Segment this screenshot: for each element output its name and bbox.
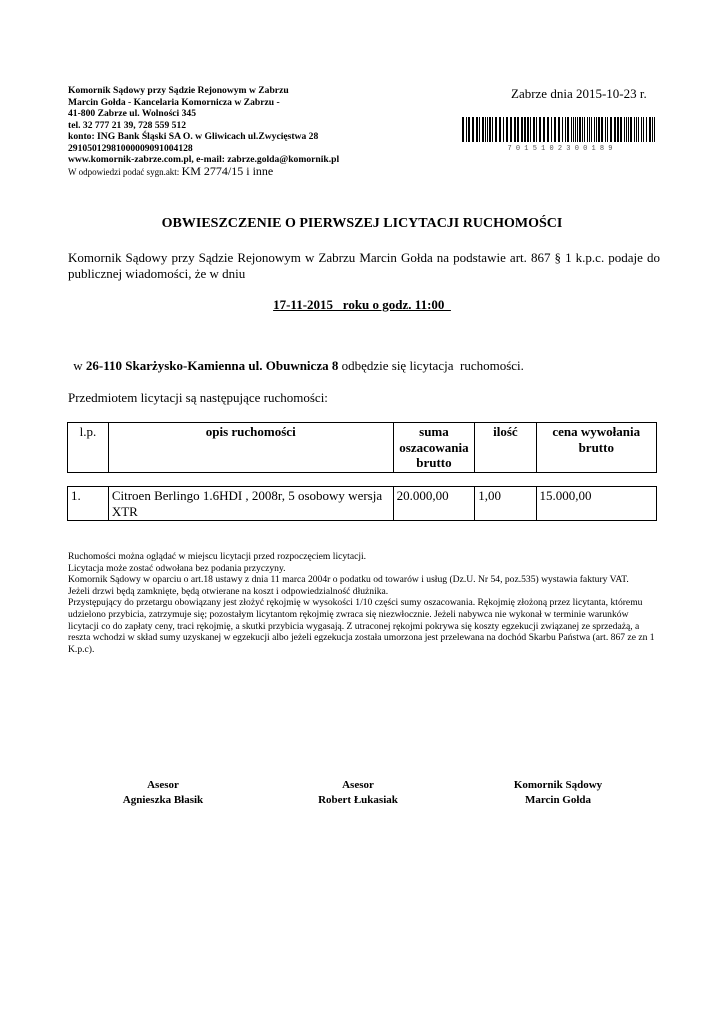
barcode-bar: [554, 117, 556, 142]
barcode-bar: [573, 117, 574, 142]
items-table-header: [67, 422, 657, 473]
barcode-bar: [641, 117, 642, 142]
cell-sum: 20.000,00: [393, 487, 475, 521]
barcode-bar: [646, 117, 647, 142]
subject-text: Przedmiotem licytacji są następujące ruchomości:: [68, 390, 328, 405]
barcode-bar: [607, 117, 608, 142]
barcode-bar: [536, 117, 537, 142]
note-line: Przystępujący do przetargu obowiązany jest złożyć rękojmię w wysokości 1/10 części sumy oszacowania. Rękojmię złożoną przez licytanta, któremu udzielono przybicia, zatrzymuje się; pozostałym licytantom rękojmię zwraca się niezwłocznie. Jeżeli nabywca nie wykonał w terminie warunków licytacji co do zapłaty ceny, traci rękojmię, a skutki przybicia wygasają. Z utraconej rękojmi pokrywa się koszty egzekucji związanej ze sprzedażą, a reszta wchodzi w skład sumy uzyskanej w egzekucji albo jeżeli egzekucja została umorzona jest przelewana na dochód Skarbu Państwa (art. 867 ze zn 1 K.p.c).: [68, 597, 655, 655]
barcode-bar: [610, 117, 612, 142]
location-suffix: odbędzie się licytacja ruchomości.: [338, 358, 524, 373]
note-line: Komornik Sądowy w oparciu o art.18 ustawy z dnia 11 marca 2004r o podatku od towarów i usług (Dz.U. Nr 54, poz.535) wystawia faktury VAT.: [68, 574, 629, 586]
barcode-bar: [524, 117, 526, 142]
barcode-bar: [643, 117, 644, 142]
cell-lp: 1.: [68, 487, 109, 521]
barcode-bar: [605, 117, 606, 142]
signature-name: Agnieszka Błasik: [122, 794, 204, 806]
barcode-bar: [571, 117, 572, 142]
auction-location: 26-110 Skarżysko-Kamienna ul. Obuwnicza 8: [85, 358, 339, 373]
header-sum: suma oszacowania brutto: [393, 423, 475, 473]
signature-block: [493, 778, 623, 808]
items-table: [67, 486, 657, 521]
barcode-bar: [539, 117, 541, 142]
barcode-bar: [565, 117, 566, 142]
barcode-bar: [614, 117, 616, 142]
barcode-digits: 7 0 1 5 1 0 2 3 0 0 1 8 9: [507, 145, 613, 151]
barcode-bar: [601, 117, 603, 142]
signature-role: Asesor: [342, 779, 374, 791]
barcode-bar: [620, 117, 622, 142]
cell-quantity: 1,00: [475, 487, 536, 521]
barcode-bar: [624, 117, 625, 142]
barcode-bar: [551, 117, 552, 142]
sender-line: 29105012981000009091004128: [68, 142, 193, 154]
signature-role: Asesor: [147, 779, 179, 791]
barcode-bar: [482, 117, 484, 142]
barcode-graphic: [461, 117, 659, 151]
barcode-bar: [626, 117, 627, 142]
barcode-bar: [630, 117, 632, 142]
barcode-bar: [506, 117, 508, 142]
barcode-bar: [462, 117, 464, 142]
barcode-bar: [489, 117, 491, 142]
barcode-bar: [587, 117, 588, 142]
reply-label: W odpowiedzi podać sygn.akt:: [68, 166, 180, 177]
barcode-bar: [596, 117, 597, 142]
barcode-bar: [479, 117, 480, 142]
barcode-bar: [628, 117, 629, 142]
signature-name: Marcin Gołda: [524, 794, 592, 806]
barcode-bar: [584, 117, 585, 142]
barcode-bar: [495, 117, 497, 142]
barcode-bar: [562, 117, 563, 142]
signature-name: Robert Łukasiak: [318, 794, 398, 806]
barcode-bar: [547, 117, 549, 142]
note-line: Ruchomości można oglądać w miejscu licytacji przed rozpoczęciem licytacji.: [68, 551, 367, 562]
barcode-bar: [582, 117, 583, 142]
barcode-bar: [514, 117, 516, 142]
sender-header: [68, 85, 339, 178]
signature-role: Komornik Sądowy: [513, 779, 603, 791]
intro-paragraph: Komornik Sądowy przy Sądzie Rejonowym w Zabrzu Marcin Gołda na podstawie art. 867 § 1 k.p.c. podaje do publicznej wiadomości, że w dniu: [68, 250, 660, 281]
barcode-bar: [577, 117, 578, 142]
header-description: opis ruchomości: [108, 423, 393, 473]
barcode-bar: [530, 117, 531, 142]
document-date: Zabrze dnia 2015-10-23 r.: [511, 86, 647, 101]
barcode-bar: [466, 117, 467, 142]
barcode-bar: [652, 117, 653, 142]
signature-block: [298, 778, 418, 808]
barcode-bar: [503, 117, 504, 142]
header-price: cena wywołania brutto: [536, 423, 656, 473]
sender-line: www.komornik-zabrze.com.pl, e-mail: zabrze.golda@komornik.pl: [68, 154, 340, 165]
barcode-bar: [654, 117, 655, 142]
barcode-bar: [594, 117, 595, 142]
sender-line: Marcin Gołda - Kancelaria Komornicza w Zabrzu -: [68, 96, 280, 108]
barcode-bar: [472, 117, 474, 142]
barcode-bar: [527, 117, 529, 142]
barcode-bar: [638, 117, 639, 142]
barcode-bar: [492, 117, 493, 142]
sender-line: tel. 32 777 21 39, 728 559 512: [68, 119, 187, 131]
notice-title: OBWIESZCZENIE O PIERWSZEJ LICYTACJI RUCHOMOŚCI: [161, 216, 563, 231]
barcode: [461, 117, 659, 151]
header-lp: l.p.: [68, 423, 109, 473]
note-line: Licytacja może zostać odwołana bez podania przyczyny.: [68, 562, 286, 574]
cell-price: 15.000,00: [536, 487, 656, 521]
cell-description: Citroen Berlingo 1.6HDI , 2008r, 5 osobowy wersja XTR: [108, 487, 393, 521]
barcode-bar: [510, 117, 512, 142]
table-header-row: [68, 423, 657, 473]
barcode-bar: [591, 117, 592, 142]
barcode-bar: [499, 117, 501, 142]
barcode-bar: [579, 117, 581, 142]
auction-datetime: 17-11-2015 roku o godz. 11:00: [273, 297, 451, 312]
barcode-bar: [533, 117, 535, 142]
barcode-bar: [575, 117, 576, 142]
barcode-bar: [589, 117, 590, 142]
barcode-bar: [468, 117, 470, 142]
table-row: [68, 487, 657, 521]
barcode-bar: [634, 117, 635, 142]
location-prefix: w: [70, 358, 86, 373]
barcode-bar: [543, 117, 545, 142]
sender-line: Komornik Sądowy przy Sądzie Rejonowym w Zabrzu: [68, 85, 289, 96]
header-quantity: ilość: [475, 423, 536, 473]
sender-line: 41-800 Zabrze ul. Wolności 345: [68, 108, 197, 119]
notes-block: [68, 551, 660, 655]
case-number: KM 2774/15 i inne: [181, 163, 274, 178]
case-reference: [68, 163, 339, 179]
barcode-bar: [476, 117, 478, 142]
barcode-bar: [617, 117, 619, 142]
barcode-bar: [636, 117, 637, 142]
note-line: Jeżeli drzwi będą zamknięte, będą otwierane na koszt i odpowiedzialność dłużnika.: [68, 585, 389, 597]
sender-line: konto: ING Bank Śląski SA O. w Gliwicach ul.Zwycięstwa 28: [68, 131, 319, 142]
barcode-bar: [521, 117, 523, 142]
barcode-bar: [598, 117, 600, 142]
signature-block: [103, 778, 223, 808]
barcode-bar: [485, 117, 486, 142]
barcode-bar: [567, 117, 569, 142]
auction-location-line: [70, 358, 524, 374]
barcode-bar: [558, 117, 560, 142]
barcode-bar: [649, 117, 651, 142]
barcode-bar: [487, 117, 488, 142]
barcode-bar: [517, 117, 519, 142]
